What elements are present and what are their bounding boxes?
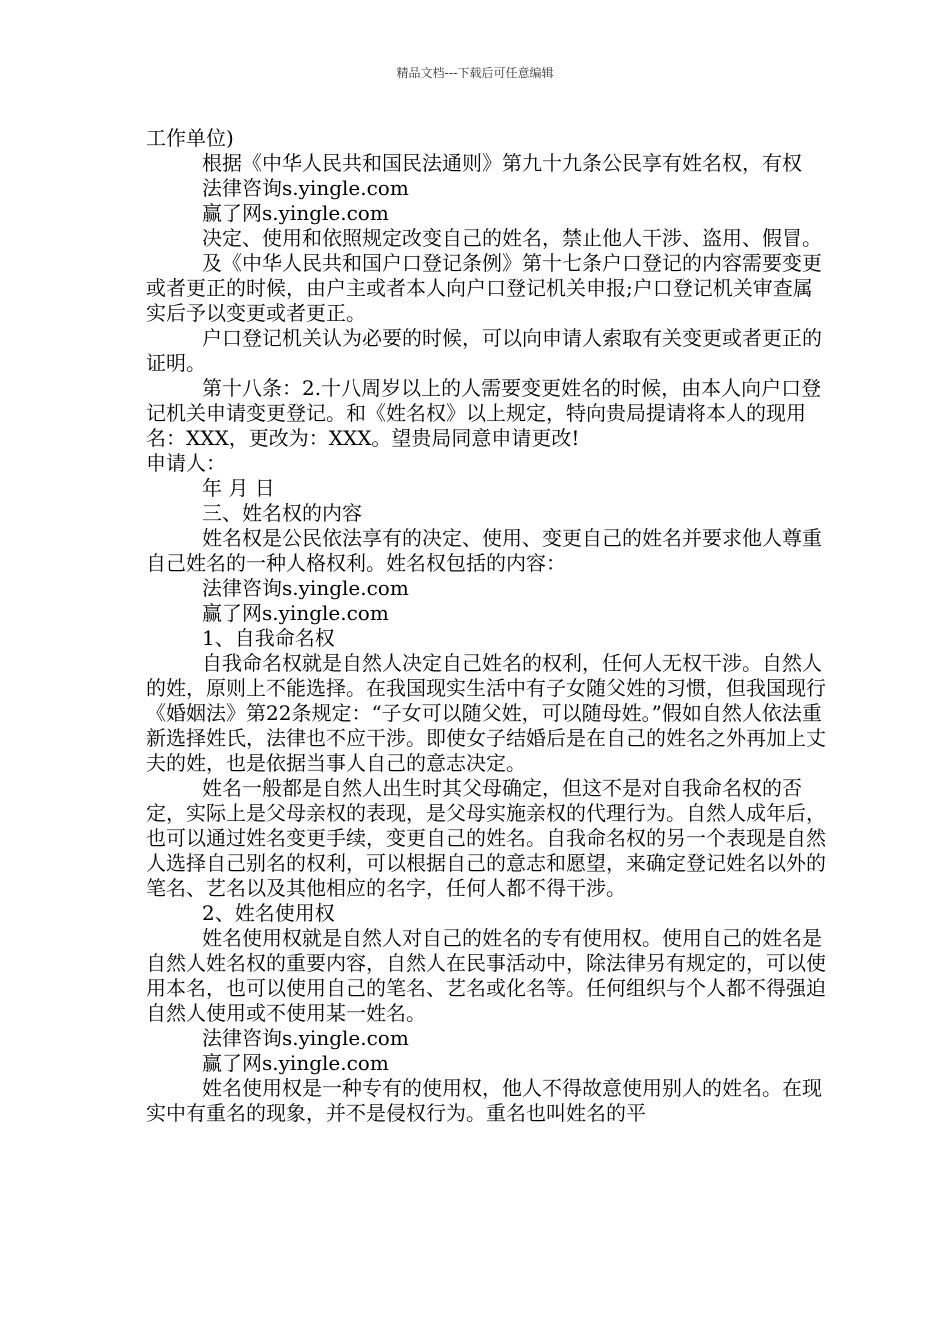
paragraph-work-unit: 工作单位) [146,126,234,150]
paragraph-household-reg: 及《中华人民共和国户口登记条例》第十七条户口登记的内容需要变更或者更正的时候，由户主或者本人向户口登记机关申报;户口登记机关审查属实后予以变更或者更正。 [146,251,822,325]
subsection-heading: 1、自我命名权 [202,626,335,650]
watermark-line: 法律咨询s.yingle.com [202,576,409,600]
page-header: 精品文档---下载后可任意编辑 [396,66,554,80]
watermark-line: 法律咨询s.yingle.com [202,1026,409,1050]
paragraph-article-18: 第十八条：2.十八周岁以上的人需要变更姓名的时候，由本人向户口登记机关申请变更登记。和《姓名权》以上规定，特向贵局提请将本人的现用名：XXX，更改为：XXX。望贵局同意申请更改! [146,376,822,450]
paragraph-proof: 户口登记机关认为必要的时候，可以向申请人索取有关变更或者更正的证明。 [146,326,822,375]
paragraph-name-right-content: 姓名权是公民依法享有的决定、使用、变更自己的姓名并要求他人尊重自己姓名的一种人格权利。姓名权包括的内容： [146,526,822,575]
paragraph-civil-law: 根据《中华人民共和国民法通则》第九十九条公民享有姓名权，有权 [202,151,802,175]
applicant-label: 申请人： [146,451,226,475]
paragraph-parents-naming: 姓名一般都是自然人出生时其父母确定，但这不是对自我命名权的否定，实际上是父母亲权的表现，是父母实施亲权的代理行为。自然人成年后，也可以通过姓名变更手续，变更自己的姓名。自我命名权的另一个表现是自然人选择自己别名的权利，可以根据自己的意志和愿望，来确定登记姓名以外的笔名、艺名以及其他相应的名字，任何人都不得干涉。 [146,776,826,900]
subsection-heading: 2、姓名使用权 [202,901,335,925]
watermark-line: 赢了网s.yingle.com [202,201,389,225]
watermark-line: 法律咨询s.yingle.com [202,176,409,200]
date-line: 年 月 日 [202,476,275,500]
watermark-line: 赢了网s.yingle.com [202,1051,389,1075]
paragraph-exclusive-use: 姓名使用权是一种专有的使用权，他人不得故意使用别人的姓名。在现实中有重名的现象，并不是侵权行为。重名也叫姓名的平 [146,1076,822,1125]
paragraph-name-usage: 姓名使用权就是自然人对自己的姓名的专有使用权。使用自己的姓名是自然人姓名权的重要内容，自然人在民事活动中，除法律另有规定的，可以使用本名，也可以使用自己的笔名、艺名或化名等。任何组织与个人都不得强迫自然人使用或不使用某一姓名。 [146,926,826,1025]
paragraph-decide-name: 决定、使用和依照规定改变自己的姓名，禁止他人干涉、盗用、假冒。 [202,226,822,250]
section-heading: 三、姓名权的内容 [202,501,362,525]
paragraph-self-naming: 自我命名权就是自然人决定自己姓名的权利，任何人无权干涉。自然人的姓，原则上不能选择。在我国现实生活中有子女随父姓的习惯，但我国现行《婚姻法》第22条规定：“子女可以随父姓，可以随母姓。”假如自然人依法重新选择姓氏，法律也不应干涉。即使女子结婚后是在自己的姓名之外再加上丈夫的姓，也是依据当事人自己的意志决定。 [146,651,826,775]
document-body [146,126,826,1126]
watermark-line: 赢了网s.yingle.com [202,601,389,625]
